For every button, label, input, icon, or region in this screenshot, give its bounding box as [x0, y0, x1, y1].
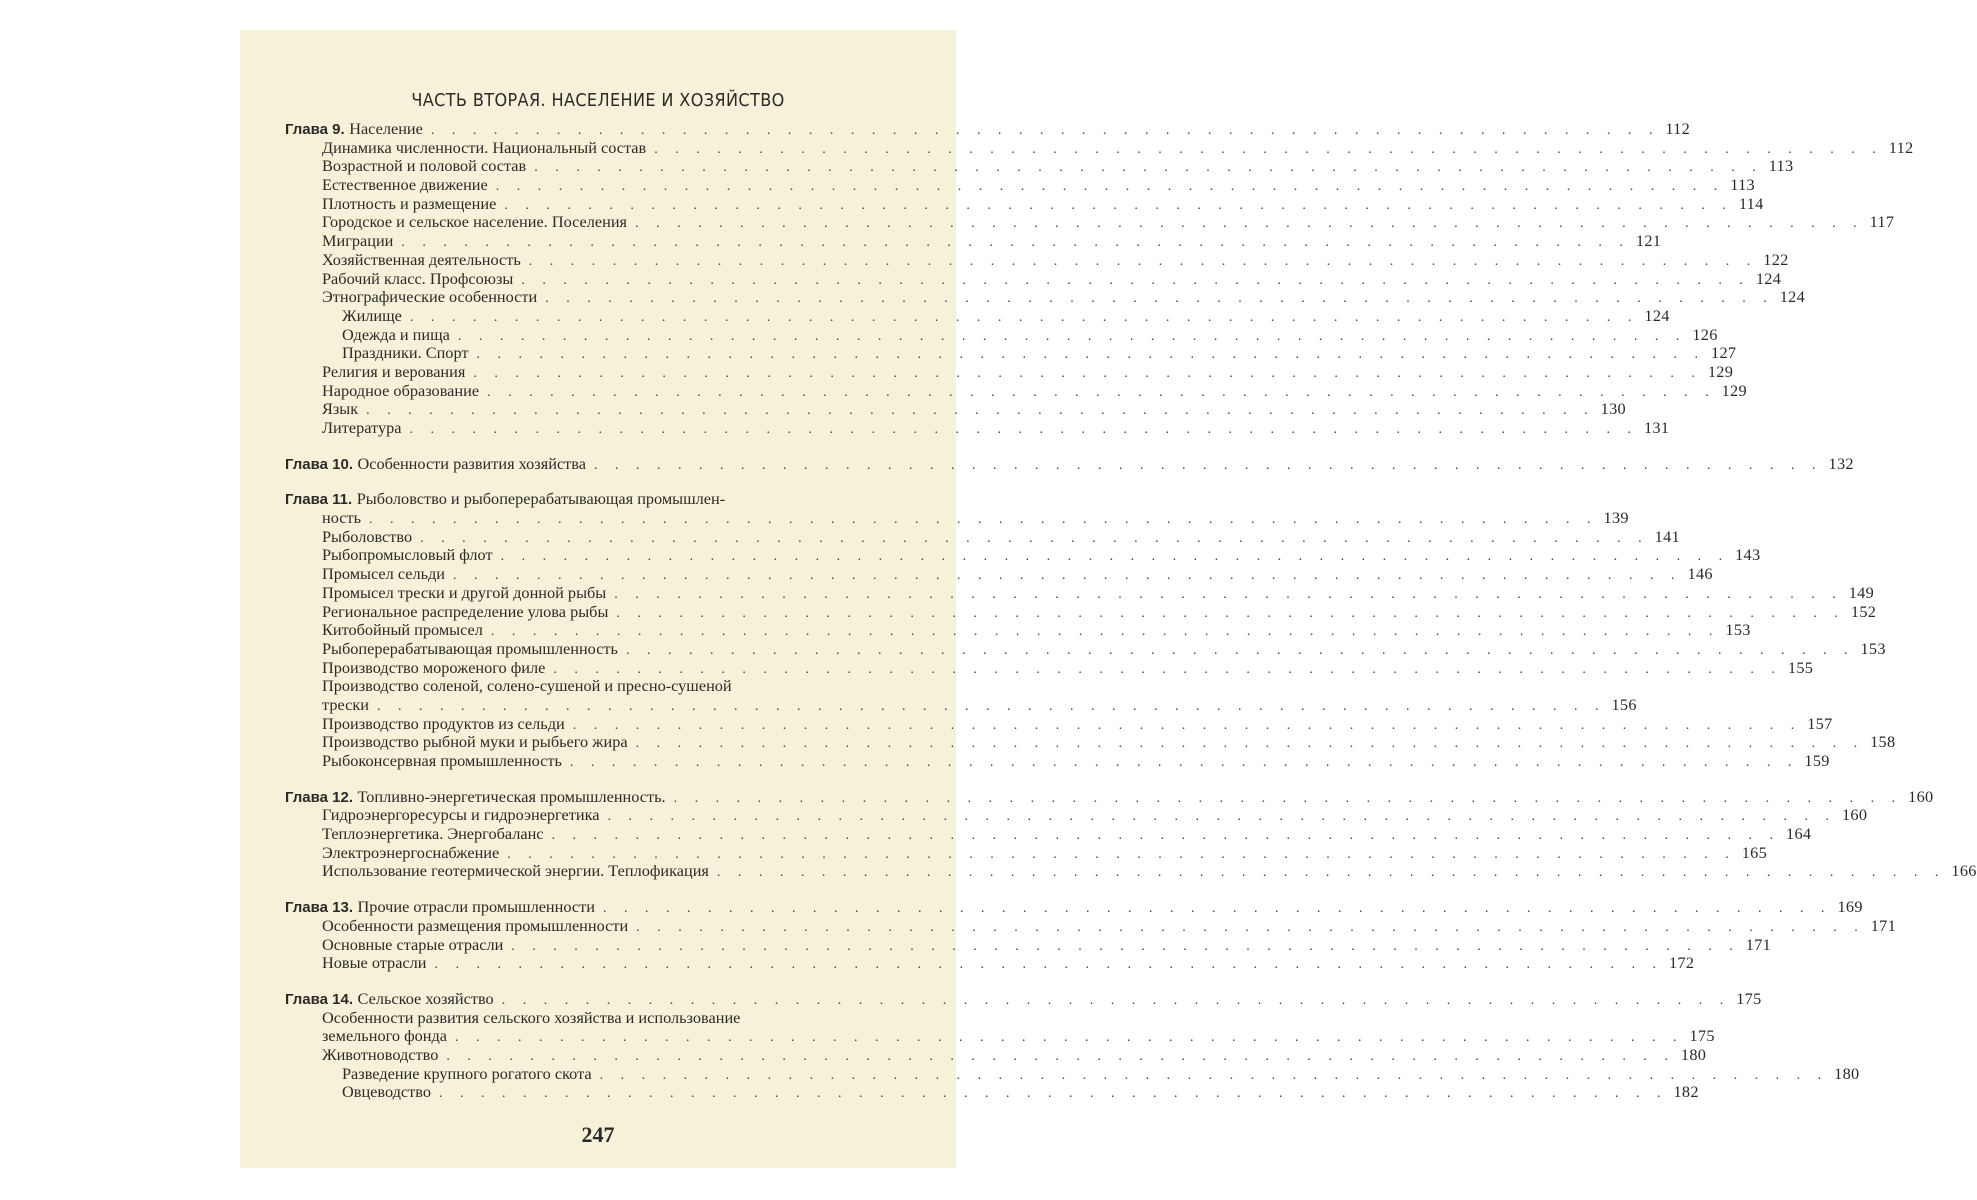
dot-leader: . . . . . . . . . . . . . . . . . . . . . . . . . . . . . . . . . . . . . . . . . . . . . . . . . . . . . . . . . . .: [501, 992, 1731, 1008]
entry-page: 129: [1721, 380, 1747, 400]
toc-entry: [285, 915, 1897, 936]
dot-leader: . . . . . . . . . . . . . . . . . . . . . . . . . . . . . . . . . . . . . . . . . . . . . . . . . . . . . . . . . . .: [635, 736, 1865, 752]
entry-page: 122: [1763, 249, 1789, 269]
entry-title-cont: земельного фонда: [322, 1026, 447, 1046]
toc-entry: [285, 657, 1814, 678]
entry-title: Естественное движение: [322, 175, 488, 195]
entry-title: Возрастной и половой состав: [322, 156, 527, 176]
entry-title: Промысел сельди: [322, 564, 446, 584]
toc-entry: [285, 526, 1680, 547]
toc-entry: [285, 677, 908, 696]
entry-title: Животноводство: [322, 1044, 439, 1064]
toc-entry: [285, 361, 1734, 382]
toc-chapter-heading: [285, 988, 1762, 1009]
dot-leader: . . . . . . . . . . . . . . . . . . . . . . . . . . . . . . . . . . . . . . . . . . . . . . . . . . . . . . . . . . .: [507, 846, 1736, 862]
dot-leader: . . . . . . . . . . . . . . . . . . . . . . . . . . . . . . . . . . . . . . . . . . . . . . . . . . . . . . . . . . .: [636, 919, 1865, 935]
toc-entry: [285, 343, 1737, 363]
toc-entry: [285, 156, 1794, 176]
toc-entry: [285, 231, 1662, 251]
chapter-page: 139: [1603, 508, 1629, 528]
entry-title: Динамика численности. Национальный состав: [322, 137, 647, 157]
entry-title: Жилище: [342, 305, 402, 325]
entry-page: 127: [1711, 343, 1737, 363]
toc-entry: [285, 287, 1806, 307]
entry-page: 130: [1600, 399, 1626, 419]
toc-entry: [285, 805, 1868, 825]
toc-chapter: [285, 489, 1896, 770]
entry-title: Рыбоперерабатывающая промышленность: [322, 638, 618, 658]
entry-page: 124: [1779, 287, 1806, 307]
entry-title: Особенности развития сельского хозяйства и использование: [322, 1007, 741, 1027]
entry-title: Электроэнергоснабжение: [322, 842, 500, 862]
entry-title: Производство продуктов из сельди: [322, 713, 565, 733]
chapter-title-wrap: [285, 120, 423, 140]
entry-page: 146: [1687, 564, 1713, 584]
entry-title: Рабочий класс. Профсоюзы: [322, 268, 514, 288]
dot-leader: . . . . . . . . . . . . . . . . . . . . . . . . . . . . . . . . . . . . . . . . . . . . . . . . . . . . . . . . . . .: [654, 141, 1883, 157]
dot-leader: . . . . . . . . . . . . . . . . . . . . . . . . . . . . . . . . . . . . . . . . . . . . . . . . . . . . . . . . . . .: [457, 328, 1687, 344]
chapter-label: Глава 13.: [285, 899, 354, 917]
entry-page: 171: [1870, 915, 1897, 935]
toc-chapter: [285, 988, 1860, 1102]
entry-title: Гидроэнергоресурсы и гидроэнергетика: [322, 805, 600, 825]
toc-entry: [285, 713, 1833, 734]
entry-page: 164: [1786, 824, 1812, 844]
entry-title: Праздники. Спорт: [342, 343, 469, 363]
dot-leader: . . . . . . . . . . . . . . . . . . . . . . . . . . . . . . . . . . . . . . . . . . . . . . . . . . . . . . . . . . .: [504, 197, 1733, 213]
entry-title: Литература: [322, 418, 402, 437]
toc-entry: [285, 193, 1764, 214]
dot-leader: . . . . . . . . . . . . . . . . . . . . . . . . . . . . . . . . . . . . . . . . . . . . . . . . . . . . . . . . . . .: [572, 717, 1802, 733]
entry-page: 156: [1611, 694, 1637, 714]
dot-leader: . . . . . . . . . . . . . . . . . . . . . . . . . . . . . . . . . . . . . . . . . . . . . . . . . . . . . . . . . . .: [376, 698, 1606, 714]
dot-leader: . . . . . . . . . . . . . . . . . . . . . . . . . . . . . . . . . . . . . . . . . . . . . . . . . . . . . . . . . . .: [500, 549, 1730, 565]
dot-leader: . . . . . . . . . . . . . . . . . . . . . . . . . . . . . . . . . . . . . . . . . . . . . . . . . . . . . . . . . . .: [409, 309, 1639, 325]
entry-title: Рыбоконсервная промышленность: [322, 751, 562, 770]
toc-entry: [285, 861, 1977, 881]
entry-title: Язык: [322, 399, 359, 419]
entry-title: Новые отрасли: [322, 953, 427, 973]
entry-page: 172: [1669, 953, 1695, 973]
toc-chapter-heading-cont: [285, 508, 1629, 528]
entry-page: 159: [1804, 751, 1830, 770]
entry-title: Особенности размещения промышленности: [322, 915, 629, 935]
entry-page: 155: [1787, 657, 1814, 677]
dot-leader: . . . . . . . . . . . . . . . . . . . . . . . . . . . . . . . . . . . . . . . . . . . . . . . . . . . . . . . . . . .: [553, 661, 1782, 677]
entry-page: 160: [1841, 805, 1868, 825]
dot-leader: . . . . . . . . . . . . . . . . . . . . . . . . . . . . . . . . . . . . . . . . . . . . . . . . . . . . . . . . . . .: [614, 586, 1843, 602]
entry-title: Промысел трески и другой донной рыбы: [322, 582, 607, 602]
chapter-label: Глава 9.: [285, 121, 345, 138]
chapter-title-wrap: [285, 898, 595, 918]
chapter-label: Глава 11.: [285, 491, 353, 509]
entry-title: Производство соленой, солено-сушеной и пресно-сушеной: [322, 676, 732, 696]
toc-entry: [285, 380, 1747, 401]
entry-title: Плотность и размещение: [322, 193, 497, 213]
book-page: [240, 30, 1977, 1168]
toc-entry: [285, 212, 1895, 232]
entry-page: 171: [1745, 934, 1772, 954]
dot-leader: . . . . . . . . . . . . . . . . . . . . . . . . . . . . . . . . . . . . . . . . . . . . . . . . . . . . . . . . . . .: [551, 828, 1781, 844]
dot-leader: . . . . . . . . . . . . . . . . . . . . . . . . . . . . . . . . . . . . . . . . . . . . . . . . . . . . . . . . . . .: [438, 1086, 1668, 1102]
dot-leader: . . . . . . . . . . . . . . . . . . . . . . . . . . . . . . . . . . . . . . . . . . . . . . . . . . . . . . . . . . .: [716, 865, 1946, 881]
entry-page: 149: [1848, 582, 1875, 602]
entry-page: 124: [1644, 305, 1670, 325]
dot-leader: . . . . . . . . . . . . . . . . . . . . . . . . . . . . . . . . . . . . . . . . . . . . . . . . . . . . . . . . . . .: [369, 512, 1598, 528]
chapter-title-wrap: [285, 490, 908, 510]
chapter-label: Глава 10.: [285, 455, 354, 473]
entry-page: 152: [1850, 601, 1877, 621]
entry-page: 166: [1951, 861, 1977, 881]
entry-title: Китобойный промысел: [322, 620, 483, 640]
dot-leader: . . . . . . . . . . . . . . . . . . . . . . . . . . . . . . . . . . . . . . . . . . . . . . . . . . . . . . . . . . .: [420, 530, 1649, 546]
dot-leader: . . . . . . . . . . . . . . . . . . . . . . . . . . . . . . . . . . . . . . . . . . . . . . . . . . . . . . . . . . .: [635, 216, 1864, 232]
entry-title: Использование геотермической энергии. Теплофикация: [322, 861, 709, 881]
entry-page: 131: [1643, 418, 1670, 437]
chapter-label: Глава 14.: [285, 990, 354, 1008]
chapter-page: 112: [1665, 119, 1691, 138]
entry-title: Народное образование: [322, 380, 480, 400]
dot-leader: . . . . . . . . . . . . . . . . . . . . . . . . . . . . . . . . . . . . . . . . . . . . . . . . . . . . . . . . . . .: [545, 291, 1774, 307]
entry-page: 117: [1869, 212, 1895, 232]
toc-entry: [285, 1009, 908, 1028]
dot-leader: . . . . . . . . . . . . . . . . . . . . . . . . . . . . . . . . . . . . . . . . . . . . . . . . . . . . . . . . . . .: [366, 403, 1595, 419]
entry-page: 113: [1768, 156, 1794, 176]
chapter-title-wrap: [285, 990, 494, 1010]
toc-entry-cont: [285, 694, 1637, 715]
toc-chapter-heading: [285, 453, 1854, 474]
dot-leader: . . . . . . . . . . . . . . . . . . . . . . . . . . . . . . . . . . . . . . . . . . . . . . . . . . . . . . . . . . .: [534, 160, 1763, 176]
table-of-contents: [285, 119, 1977, 1119]
entry-title: Основные старые отрасли: [322, 934, 504, 954]
entry-page: 124: [1755, 268, 1782, 288]
chapter-page: 132: [1828, 453, 1854, 473]
entry-page: 112: [1888, 137, 1914, 157]
toc-entry: [285, 620, 1751, 640]
toc-entry: [285, 953, 1695, 973]
toc-entry: [285, 268, 1782, 289]
toc-entry: [285, 751, 1830, 771]
chapter-label: Глава 12.: [285, 788, 354, 806]
entry-page: 180: [1680, 1044, 1707, 1064]
toc-entry: [285, 1063, 1860, 1084]
toc-entry: [285, 399, 1626, 419]
entry-page: 129: [1707, 361, 1734, 381]
entry-title-cont: трески: [322, 694, 369, 714]
dot-leader: . . . . . . . . . . . . . . . . . . . . . . . . . . . . . . . . . . . . . . . . . . . . . . . . . . . . . . . . . . .: [453, 568, 1682, 584]
toc-chapter: [285, 897, 1897, 973]
chapter-title: Сельское хозяйство: [357, 988, 494, 1008]
dot-leader: . . . . . . . . . . . . . . . . . . . . . . . . . . . . . . . . . . . . . . . . . . . . . . . . . . . . . . . . . . .: [511, 938, 1740, 954]
entry-page: 175: [1689, 1026, 1715, 1046]
entry-title: Одежда и пища: [342, 324, 450, 344]
entry-page: 165: [1741, 842, 1768, 862]
dot-leader: . . . . . . . . . . . . . . . . . . . . . . . . . . . . . . . . . . . . . . . . . . . . . . . . . . . . . . . . . . .: [569, 755, 1799, 770]
chapter-page: 175: [1736, 988, 1762, 1008]
entry-page: 182: [1673, 1082, 1699, 1102]
toc-entry: [285, 638, 1886, 659]
toc-entry: [285, 175, 1755, 195]
toc-entry: [285, 137, 1914, 158]
toc-chapter-heading: [285, 897, 1863, 917]
entry-title: Производство мороженого филе: [322, 657, 546, 677]
entry-title: Производство рыбной муки и рыбьего жира: [322, 732, 628, 752]
entry-title: Овцеводство: [342, 1082, 431, 1102]
entry-title: Разведение крупного рогатого скота: [342, 1063, 592, 1083]
entry-title: Теплоэнергетика. Энергобаланс: [322, 824, 544, 844]
dot-leader: . . . . . . . . . . . . . . . . . . . . . . . . . . . . . . . . . . . . . . . . . . . . . . . . . . . . . . . . . . .: [528, 253, 1758, 269]
toc-entry: [285, 601, 1877, 622]
entry-page: 153: [1725, 620, 1751, 640]
entry-title: Рыбопромысловый флот: [322, 545, 493, 565]
chapter-title-cont: ность: [322, 508, 362, 528]
entry-title: Хозяйственная деятельность: [322, 249, 521, 269]
toc-chapter: [285, 786, 1977, 881]
entry-page: 126: [1692, 324, 1718, 344]
entry-page: 143: [1735, 545, 1761, 565]
toc-entry: [285, 305, 1670, 326]
dot-leader: . . . . . . . . . . . . . . . . . . . . . . . . . . . . . . . . . . . . . . . . . . . . . . . . . . . . . . . . . . .: [594, 457, 1823, 473]
toc-entry: [285, 545, 1761, 565]
toc-entry: [285, 732, 1896, 752]
dot-leader: . . . . . . . . . . . . . . . . . . . . . . . . . . . . . . . . . . . . . . . . . . . . . . . . . . . . . . . . . . .: [434, 957, 1663, 973]
dot-leader: . . . . . . . . . . . . . . . . . . . . . . . . . . . . . . . . . . . . . . . . . . . . . . . . . . . . . . . . . . .: [521, 272, 1750, 288]
toc-entry-cont: [285, 1026, 1715, 1046]
entry-title: Этнографические особенности: [322, 287, 538, 307]
dot-leader: . . . . . . . . . . . . . . . . . . . . . . . . . . . . . . . . . . . . . . . . . . . . . . . . . . . . . . . . . . .: [616, 605, 1845, 621]
dot-leader: . . . . . . . . . . . . . . . . . . . . . . . . . . . . . . . . . . . . . . . . . . . . . . . . . . . . . . . . . . .: [490, 624, 1720, 640]
entry-title: Миграции: [322, 231, 394, 251]
part-title: ЧАСТЬ ВТОРАЯ. НАСЕЛЕНИЕ И ХОЗЯЙСТВО: [411, 91, 785, 111]
entry-title: Городское и сельское население. Поселения: [322, 212, 628, 232]
dot-leader: . . . . . . . . . . . . . . . . . . . . . . . . . . . . . . . . . . . . . . . . . . . . . . . . . . . . . . . . . . .: [401, 235, 1630, 251]
toc-entry: [285, 934, 1772, 955]
entry-page: 121: [1635, 231, 1662, 251]
chapter-title: Особенности развития хозяйства: [357, 453, 586, 473]
dot-leader: . . . . . . . . . . . . . . . . . . . . . . . . . . . . . . . . . . . . . . . . . . . . . . . . . . . . . . . . . . .: [409, 422, 1638, 437]
toc-chapter-heading: [285, 119, 1691, 139]
entry-page: 157: [1807, 713, 1833, 733]
toc-chapter: [285, 119, 1914, 438]
entry-page: 141: [1654, 526, 1680, 546]
entry-page: 153: [1860, 638, 1886, 658]
dot-leader: . . . . . . . . . . . . . . . . . . . . . . . . . . . . . . . . . . . . . . . . . . . . . . . . . . . . . . . . . . .: [607, 809, 1836, 825]
page-number: 247: [581, 1122, 615, 1147]
dot-leader: . . . . . . . . . . . . . . . . . . . . . . . . . . . . . . . . . . . . . . . . . . . . . . . . . . . . . . . . . . .: [473, 365, 1702, 381]
chapter-page: 160: [1908, 786, 1934, 806]
entry-title: Религия и верования: [322, 361, 466, 381]
toc-entry: [285, 582, 1875, 603]
toc-entry: [285, 564, 1713, 584]
chapter-title: Население: [349, 119, 423, 138]
toc-chapter-heading: [285, 786, 1934, 807]
toc-entry: [285, 1044, 1707, 1065]
dot-leader: . . . . . . . . . . . . . . . . . . . . . . . . . . . . . . . . . . . . . . . . . . . . . . . . . . . . . . . . . . .: [476, 347, 1705, 363]
dot-leader: . . . . . . . . . . . . . . . . . . . . . . . . . . . . . . . . . . . . . . . . . . . . . . . . . . . . . . . . . . .: [487, 384, 1716, 400]
entry-page: 114: [1738, 193, 1764, 213]
dot-leader: . . . . . . . . . . . . . . . . . . . . . . . . . . . . . . . . . . . . . . . . . . . . . . . . . . . . . . . . . . .: [673, 790, 1903, 806]
dot-leader: . . . . . . . . . . . . . . . . . . . . . . . . . . . . . . . . . . . . . . . . . . . . . . . . . . . . . . . . . . .: [599, 1067, 1829, 1083]
dot-leader: . . . . . . . . . . . . . . . . . . . . . . . . . . . . . . . . . . . . . . . . . . . . . . . . . . . . . . . . . . .: [602, 901, 1832, 917]
toc-entry: [285, 1082, 1699, 1102]
entry-page: 158: [1870, 732, 1896, 752]
dot-leader: . . . . . . . . . . . . . . . . . . . . . . . . . . . . . . . . . . . . . . . . . . . . . . . . . . . . . . . . . . .: [446, 1048, 1675, 1064]
toc-entry: [285, 249, 1789, 270]
entry-page: 113: [1730, 175, 1755, 195]
chapter-title: Рыболовство и рыбоперерабатывающая промышлен-: [356, 489, 726, 509]
dot-leader: . . . . . . . . . . . . . . . . . . . . . . . . . . . . . . . . . . . . . . . . . . . . . . . . . . . . . . . . . . .: [430, 123, 1660, 138]
toc-entry: [285, 842, 1768, 863]
entry-page: 180: [1834, 1063, 1860, 1083]
toc-chapter: [285, 453, 1854, 474]
entry-title: Региональное распределение улова рыбы: [322, 601, 609, 621]
chapter-title: Прочие отрасли промышленности: [357, 897, 595, 917]
toc-entry: [285, 418, 1670, 438]
chapter-title-wrap: [285, 455, 586, 475]
chapter-title: Топливно-энергетическая промышленность.: [357, 786, 666, 806]
dot-leader: . . . . . . . . . . . . . . . . . . . . . . . . . . . . . . . . . . . . . . . . . . . . . . . . . . . . . . . . . . .: [495, 179, 1725, 195]
chapter-page: 169: [1837, 897, 1863, 917]
dot-leader: . . . . . . . . . . . . . . . . . . . . . . . . . . . . . . . . . . . . . . . . . . . . . . . . . . . . . . . . . . .: [455, 1030, 1684, 1046]
toc-chapter-heading: [285, 490, 908, 509]
dot-leader: . . . . . . . . . . . . . . . . . . . . . . . . . . . . . . . . . . . . . . . . . . . . . . . . . . . . . . . . . . .: [625, 642, 1855, 658]
toc-entry: [285, 824, 1812, 844]
entry-title: Рыболовство: [322, 526, 413, 546]
toc-entry: [285, 324, 1718, 345]
